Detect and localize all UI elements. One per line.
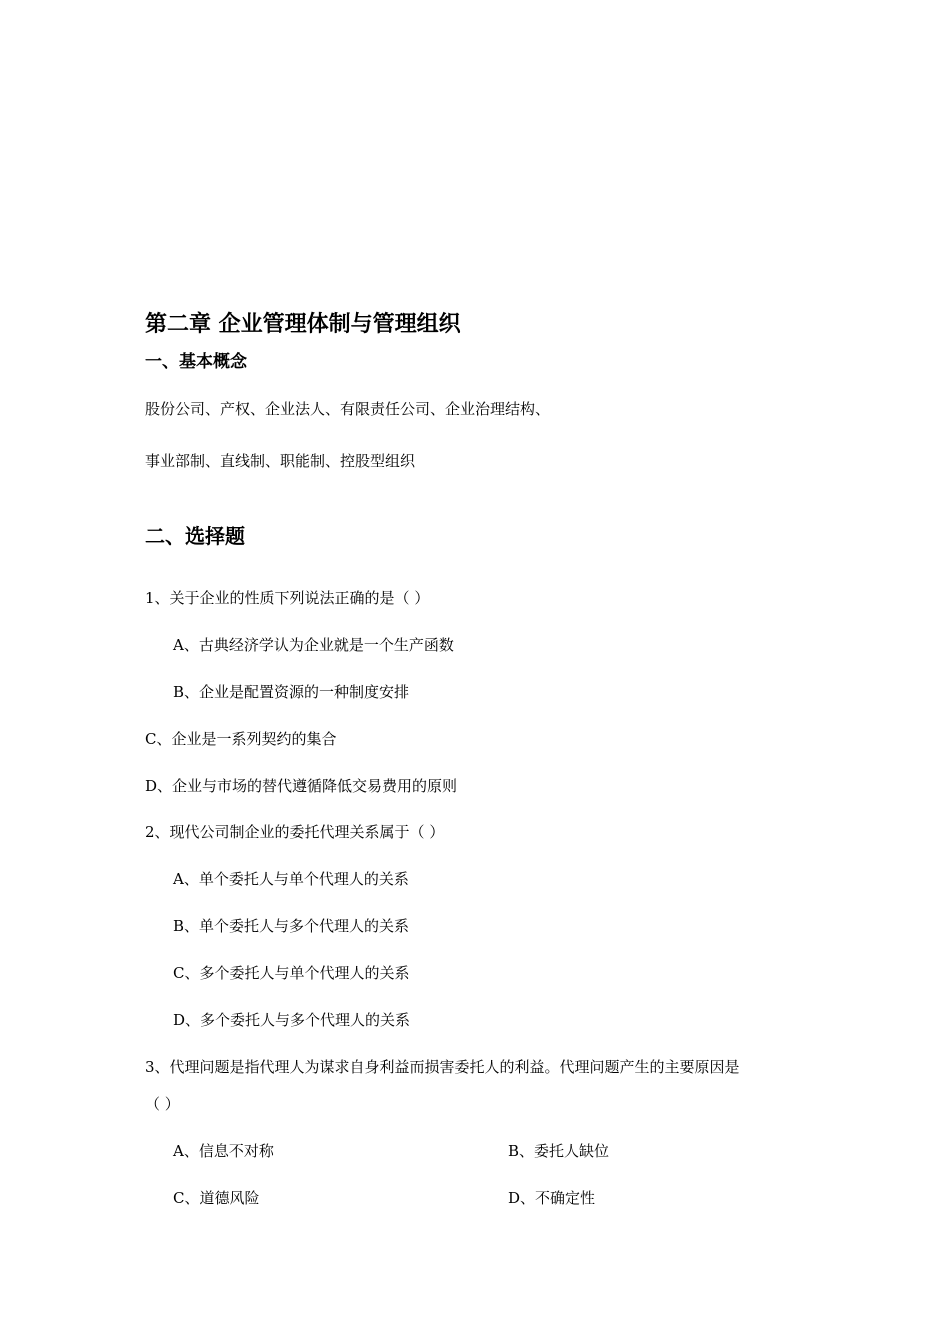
question-1-option-c: C、企业是一系列契约的集合	[145, 730, 337, 748]
chapter-title: 第二章 企业管理体制与管理组织	[145, 312, 461, 337]
question-2-option-b: B、单个委托人与多个代理人的关系	[173, 917, 410, 935]
question-3-option-a: A、信息不对称	[173, 1142, 274, 1160]
question-3-option-c: C、道德风险	[173, 1189, 260, 1207]
concept-line: 事业部制、直线制、职能制、控股型组织	[145, 452, 416, 470]
question-2-option-a: A、单个委托人与单个代理人的关系	[173, 870, 409, 888]
question-1-option-b: B、企业是配置资源的一种制度安排	[173, 683, 410, 701]
question-3-option-d: D、不确定性	[508, 1189, 596, 1207]
question-3-stem-continued: （ ）	[145, 1095, 180, 1113]
question-2-option-c: C、多个委托人与单个代理人的关系	[173, 964, 410, 982]
question-3-option-b: B、委托人缺位	[508, 1142, 610, 1160]
question-2-option-d: D、多个委托人与多个代理人的关系	[173, 1011, 411, 1029]
question-2-stem: 2、现代公司制企业的委托代理关系属于（ ）	[145, 823, 445, 841]
question-1-stem: 1、关于企业的性质下列说法正确的是（ ）	[145, 589, 430, 607]
question-3-stem: 3、代理问题是指代理人为谋求自身利益而损害委托人的利益。代理问题产生的主要原因是	[145, 1058, 740, 1076]
question-1-option-d: D、企业与市场的替代遵循降低交易费用的原则	[145, 777, 458, 795]
section-heading-multiple-choice: 二、选择题	[145, 524, 245, 548]
concept-line: 股份公司、产权、企业法人、有限责任公司、企业治理结构、	[145, 400, 551, 418]
question-1-option-a: A、古典经济学认为企业就是一个生产函数	[173, 636, 454, 654]
section-heading-basic-concepts: 一、基本概念	[145, 352, 247, 372]
